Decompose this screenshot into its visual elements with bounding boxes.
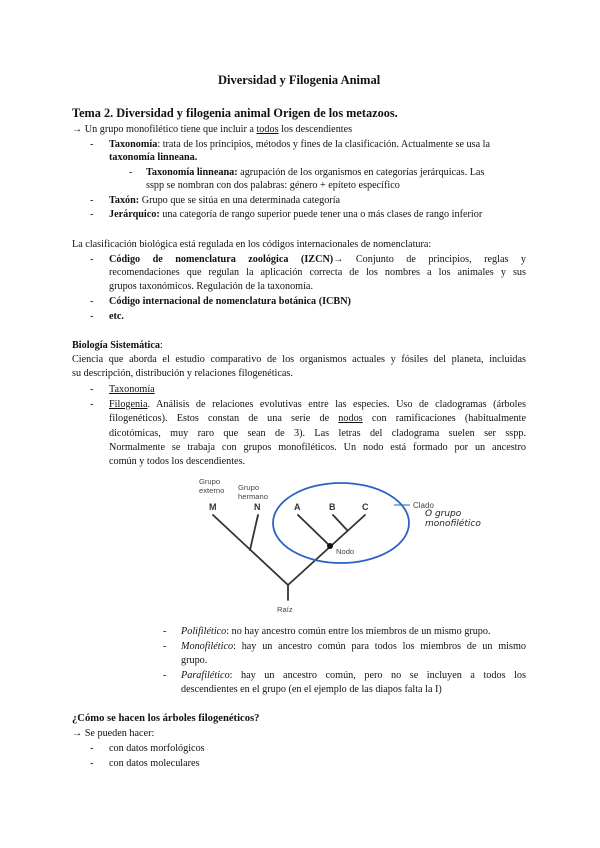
sistematica-line2: su descripción, distribución y relaciones filogenéticas. [72,368,293,379]
como-item-morfologicos: con datos morfológicos [109,743,205,754]
arrow-icon: → [72,124,83,135]
bullet-dash: - [163,670,167,681]
bullet-dash: - [90,384,94,395]
bullet-dash: - [90,311,94,322]
jerarquico-line: Jerárquico: una categoría de rango superior puede tener una o más clases de rango inferior [109,209,483,220]
izcn-line3: grupos taxonómicos. Regulación de la taxonomía. [109,281,313,292]
icbn-line: Código internacional de nomenclatura botánica (ICBN) [109,296,351,307]
como-intro: → Se pueden hacer: [72,728,155,739]
raiz-label: Raíz [277,605,293,614]
codigos-intro: La clasificación biológica está regulada en los códigos internacionales de nomenclatura: [72,239,432,250]
taxonomia-line1: Taxonomía: trata de los principios, métodos y fines de la clasificación. Actualmente se usa la [109,139,491,150]
bullet-dash: - [163,641,167,652]
grupo-externo-label: Grupo externo [199,477,225,495]
branch-line [333,515,347,530]
clado-label: Clado [413,501,434,510]
bullet-dash: - [90,743,94,754]
polifiletico-line: Polifilético: no hay ancestro común entre los miembros de un mismo grupo. [181,626,491,637]
taxon-label-n: N [254,502,261,512]
bullet-dash: - [129,167,133,178]
filogenia-line3: dicotómicas, muy raro que sean de 3). Las letras del cladograma suelen ser sspp. [109,428,526,439]
filogenia-line1: Filogenia. Análisis de relaciones evolutivas entre las especies. Uso de cladogramas (árboles [109,399,526,410]
linneana-line2: sspp se nombran con dos palabras: género + epíteto específico [146,180,400,191]
tema-heading: Tema 2. Diversidad y filogenia animal Origen de los metazoos. [72,106,398,120]
monofiletico-line1: Monofilético: hay un ancestro común para todos los miembros de un mismo [181,641,526,652]
bullet-dash: - [163,626,167,637]
parafiletico-line2: descendientes en el grupo (en el ejemplo de las diapos falta la I) [181,684,442,695]
bullet-dash: - [90,758,94,769]
taxon-label-c: C [362,502,369,512]
taxon-label-m: M [209,502,217,512]
como-heading: ¿Cómo se hacen los árboles filogenéticos? [72,713,260,724]
sub-taxonomia: Taxonomía [109,384,155,395]
branch-line [298,515,330,546]
bullet-dash: - [90,254,94,265]
linneana-line1: Taxonomía linneana: agrupación de los organismos en categorías jerárquicas. Las [146,167,485,178]
branch-line [250,515,258,550]
taxon-line: Taxón: Grupo que se sitúa en una determinada categoría [109,195,341,206]
sistematica-line1: Ciencia que aborda el estudio comparativo de los organismos actuales y fósiles del planeta, incluidas [72,354,526,365]
izcn-line1: Código de nomenclatura zoológica (IZCN)→ Conjunto de principios, reglas y [109,254,526,265]
taxon-label-b: B [329,502,336,512]
grupo-hermano-label: Grupo hermano [238,483,268,501]
bullet-dash: - [90,296,94,307]
izcn-line2: recomendaciones que regulan la aplicación correcta de los nombres a los animales y sus [109,267,526,278]
filogenia-line4: Normalmente se trabaja con grupos monofiléticos. Un nodo está formado por un ancestro [109,442,526,453]
taxonomia-line2: taxonomía linneana. [109,152,198,163]
nodo-label: Nodo [336,547,355,556]
grupo-monofiletico-note: O grupo monofilético [425,509,481,529]
monofiletico-line2: grupo. [181,655,208,666]
filogenia-line2: filogenéticos). Estos constan de una serie de nodos con ramificaciones (habitualmente [109,413,527,424]
parafiletico-line1: Parafilético: hay un ancestro común, pero no se incluyen a todos los [181,670,526,681]
filogenia-line5: común y todos los descendientes. [109,456,246,467]
monofiletico-intro: → Un grupo monofilético tiene que incluir a todos los descendientes [72,124,353,135]
bullet-dash: - [90,209,94,220]
taxon-label-a: A [294,502,301,512]
node-dot [327,543,333,549]
bullet-dash: - [90,195,94,206]
etc-line: etc. [109,311,124,322]
document-title: Diversidad y Filogenia Animal [218,73,381,87]
como-item-moleculares: con datos moleculares [109,758,200,769]
bullet-dash: - [90,399,94,410]
bullet-dash: - [90,139,94,150]
sistematica-heading: Biología Sistemática: [72,340,163,351]
